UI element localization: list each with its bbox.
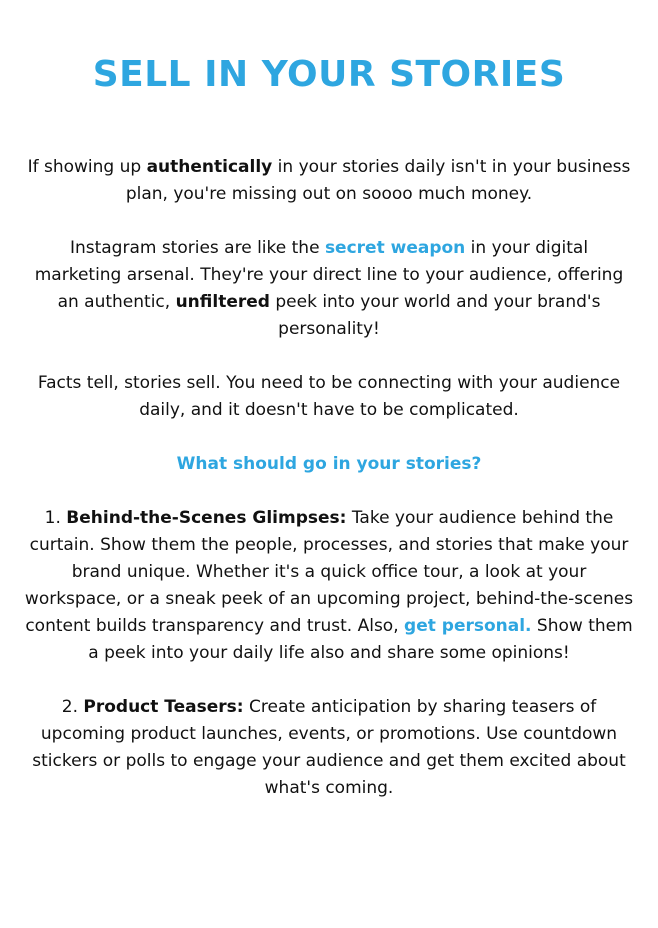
get-personal-highlight: get personal. (404, 616, 532, 636)
list-item-heading: Behind-the-Scenes Glimpses: (66, 508, 347, 528)
list-number: 1. (44, 508, 67, 528)
list-item-behind-the-scenes (24, 505, 634, 667)
stories-text-2: in your digital marketing arsenal. They're your direct line to your audience, offering an authentic, (34, 238, 624, 312)
secret-weapon-highlight: secret weapon (324, 238, 466, 258)
page-title: SELL IN YOUR STORIES (92, 54, 566, 95)
list-item-text-1: Take your audience behind the curtain. Show them the people, processes, and stories that make your brand unique. Whether it's a quick office tour, a look at your workspace, or a sneak peek of an upcoming project, behind-the-scenes content builds transparency and trust. Also, (24, 508, 634, 636)
intro-text-2: in your stories daily isn't in your business plan, you're missing out on soooo much money. (125, 157, 631, 204)
list-item-product-teasers (24, 694, 634, 802)
document-body (24, 154, 634, 829)
section-question: What should go in your stories? (176, 454, 482, 474)
stories-text-1: Instagram stories are like the (69, 238, 325, 258)
stories-text-3: peek into your world and your brand's personality! (269, 292, 601, 339)
intro-text-1: If showing up (27, 157, 147, 177)
list-number: 2. (61, 697, 84, 717)
facts-text: Facts tell, stories sell. You need to be connecting with your audience daily, and it doesn't have to be complicated. (37, 373, 621, 420)
list-item-text: Create anticipation by sharing teasers of upcoming product launches, events, or promotions. Use countdown stickers or polls to engage your audience and get them excited about what's coming. (32, 697, 626, 798)
unfiltered-emphasis: unfiltered (175, 292, 270, 312)
facts-paragraph (24, 370, 634, 424)
list-item-text-2: Show them a peek into your daily life also and share some opinions! (88, 616, 633, 663)
intro-emphasis: authentically (146, 157, 273, 177)
list-item-heading: Product Teasers: (83, 697, 244, 717)
intro-paragraph (24, 154, 634, 208)
stories-paragraph (24, 235, 634, 343)
